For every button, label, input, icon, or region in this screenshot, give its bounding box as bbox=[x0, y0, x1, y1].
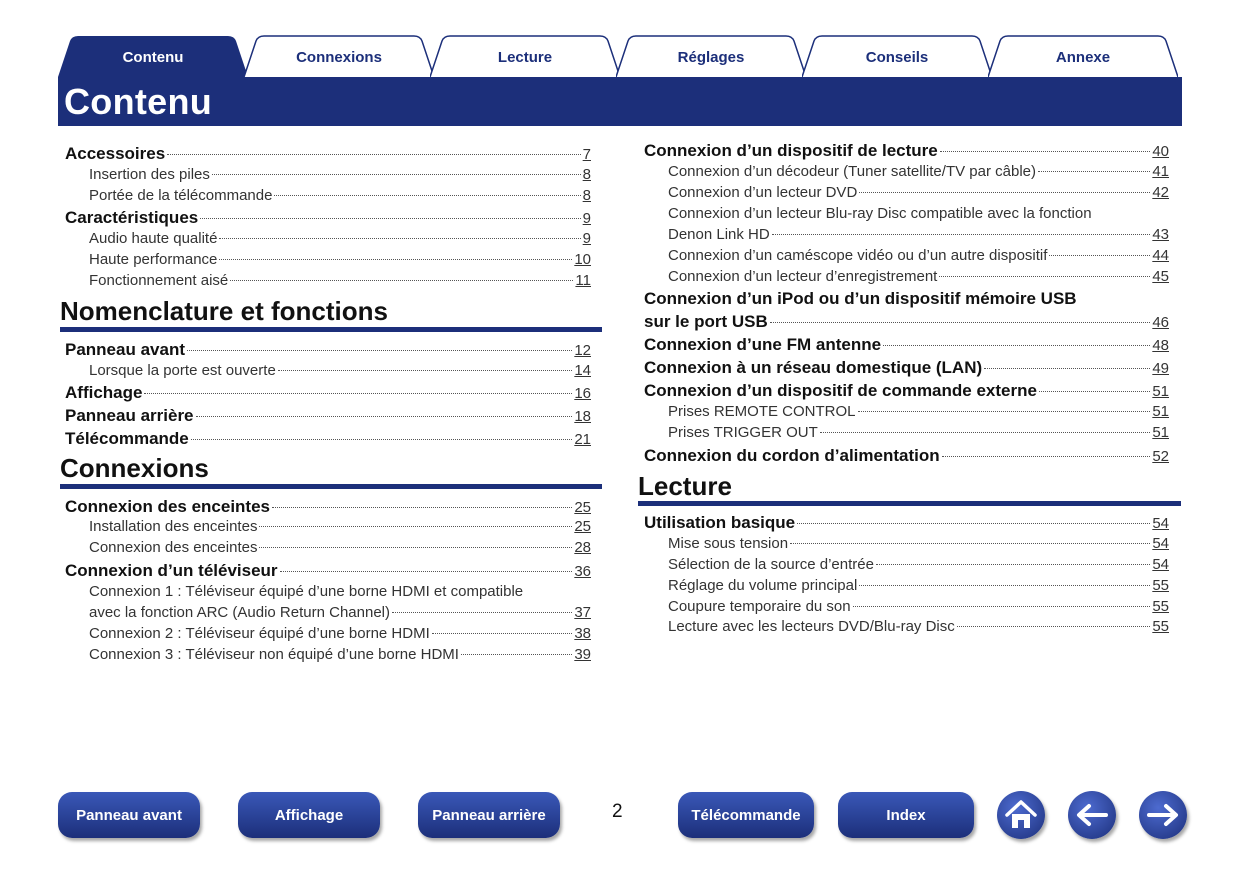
toc-title: Insertion des piles bbox=[89, 166, 210, 183]
toc-entry[interactable] bbox=[65, 208, 591, 228]
toc-entry-line[interactable]: Connexion 1 : Téléviseur équipé d’une borne HDMI et compatible bbox=[89, 583, 524, 600]
toc-title: Connexion d’un dispositif de lecture bbox=[644, 141, 938, 160]
toc-page-link[interactable]: 55 bbox=[1152, 618, 1169, 635]
toc-entry[interactable] bbox=[65, 497, 591, 517]
toc-entry[interactable] bbox=[65, 340, 591, 360]
toc-title: Affichage bbox=[65, 383, 143, 402]
toc-page-link[interactable]: 36 bbox=[574, 563, 591, 580]
toc-title: Audio haute qualité bbox=[89, 230, 218, 247]
leader-dots bbox=[167, 154, 580, 155]
leader-dots bbox=[820, 432, 1151, 433]
toc-page-link[interactable]: 39 bbox=[574, 646, 591, 663]
leader-dots bbox=[144, 393, 572, 394]
toc-title: Prises REMOTE CONTROL bbox=[668, 403, 856, 420]
nav-affichage-button[interactable]: Affichage bbox=[238, 792, 380, 838]
toc-entry[interactable] bbox=[644, 381, 1169, 401]
toc-page-link[interactable]: 10 bbox=[574, 251, 591, 268]
toc-entry[interactable] bbox=[89, 518, 591, 535]
leader-dots bbox=[432, 633, 573, 634]
page-number: 2 bbox=[612, 801, 623, 822]
toc-page-link[interactable]: 51 bbox=[1152, 403, 1169, 420]
toc-page-link[interactable]: 37 bbox=[574, 604, 591, 621]
toc-entry[interactable] bbox=[668, 163, 1169, 180]
home-icon bbox=[1004, 799, 1038, 831]
section-rule bbox=[60, 327, 602, 332]
toc-title: Connexion 3 : Téléviseur non équipé d’une borne HDMI bbox=[89, 646, 459, 663]
toc-page-link[interactable]: 9 bbox=[582, 210, 591, 227]
toc-page-link[interactable]: 38 bbox=[574, 625, 591, 642]
toc-title: Fonctionnement aisé bbox=[89, 272, 229, 289]
arrow-right-icon bbox=[1146, 803, 1180, 827]
toc-title: Panneau arrière bbox=[65, 406, 194, 425]
toc-title: Panneau avant bbox=[65, 340, 185, 359]
toc-page-link[interactable]: 16 bbox=[574, 385, 591, 402]
toc-title: Connexion à un réseau domestique (LAN) bbox=[644, 358, 983, 377]
tab-label: Lecture bbox=[497, 48, 553, 66]
leader-dots bbox=[219, 238, 580, 239]
toc-entry[interactable] bbox=[89, 539, 591, 556]
leader-dots bbox=[772, 234, 1151, 235]
toc-page-link[interactable]: 43 bbox=[1152, 226, 1169, 243]
toc-entry[interactable] bbox=[668, 577, 1169, 594]
toc-entry[interactable] bbox=[668, 184, 1169, 201]
toc-title: Réglage du volume principal bbox=[668, 577, 858, 594]
leader-dots bbox=[940, 151, 1151, 152]
leader-dots bbox=[1049, 255, 1150, 256]
toc-title: Installation des enceintes bbox=[89, 518, 258, 535]
toc-title: Télécommande bbox=[65, 429, 189, 448]
leader-dots bbox=[278, 370, 573, 371]
leader-dots bbox=[797, 523, 1150, 524]
nav-index-button[interactable]: Index bbox=[838, 792, 974, 838]
toc-entry[interactable] bbox=[65, 144, 591, 164]
toc-page-link[interactable]: 7 bbox=[582, 146, 591, 163]
leader-dots bbox=[1039, 391, 1150, 392]
toc-entry[interactable] bbox=[668, 268, 1169, 285]
page-title: Contenu bbox=[64, 81, 213, 122]
toc-title: Utilisation basique bbox=[644, 513, 796, 532]
toc-title: avec la fonction ARC (Audio Return Channel) bbox=[89, 604, 390, 621]
toc-page-link[interactable]: 14 bbox=[574, 362, 591, 379]
toc-page-link[interactable]: 48 bbox=[1152, 337, 1169, 354]
leader-dots bbox=[196, 416, 573, 417]
toc-title: Connexion d’un téléviseur bbox=[65, 561, 278, 580]
leader-dots bbox=[272, 507, 572, 508]
tab-annexe[interactable] bbox=[988, 35, 1178, 77]
section-rule bbox=[638, 501, 1181, 506]
section-rule bbox=[60, 484, 602, 489]
toc-page-link[interactable]: 11 bbox=[575, 272, 591, 289]
toc-entry[interactable] bbox=[668, 618, 1169, 635]
toc-page-link[interactable]: 55 bbox=[1152, 577, 1169, 594]
toc-entry[interactable] bbox=[89, 272, 591, 289]
toc-entry[interactable] bbox=[65, 383, 591, 403]
toc-page-link[interactable]: 54 bbox=[1152, 535, 1169, 552]
leader-dots bbox=[790, 543, 1150, 544]
toc-page-link[interactable]: 55 bbox=[1152, 598, 1169, 615]
toc-title: Denon Link HD bbox=[668, 226, 770, 243]
toc-entry[interactable] bbox=[89, 604, 591, 621]
leader-dots bbox=[280, 571, 573, 572]
toc-title: Caractéristiques bbox=[65, 208, 199, 227]
toc-entry-line[interactable]: Connexion d’un iPod ou d’un dispositif mémoire USB bbox=[644, 289, 1077, 308]
leader-dots bbox=[392, 612, 572, 613]
leader-dots bbox=[1038, 171, 1150, 172]
toc-title: Connexion 2 : Téléviseur équipé d’une borne HDMI bbox=[89, 625, 430, 642]
toc-page-link[interactable]: 21 bbox=[574, 431, 591, 448]
toc-entry[interactable] bbox=[668, 556, 1169, 573]
toc-title: Connexion des enceintes bbox=[65, 497, 270, 516]
toc-page-link[interactable]: 18 bbox=[574, 408, 591, 425]
toc-title: Mise sous tension bbox=[668, 535, 789, 552]
toc-page-link[interactable]: 46 bbox=[1152, 314, 1169, 331]
leader-dots bbox=[461, 654, 572, 655]
back-button[interactable] bbox=[1068, 791, 1116, 839]
nav-telecommande-button[interactable]: Télécommande bbox=[678, 792, 814, 838]
toc-page-link[interactable]: 51 bbox=[1152, 424, 1169, 441]
tab-label: Conseils bbox=[865, 48, 929, 66]
nav-panneau-arriere-button[interactable]: Panneau arrière bbox=[418, 792, 560, 838]
toc-entry[interactable] bbox=[89, 646, 591, 663]
title-banner bbox=[58, 77, 1182, 126]
nav-panneau-avant-button[interactable]: Panneau avant bbox=[58, 792, 200, 838]
leader-dots bbox=[770, 322, 1151, 323]
toc-page-link[interactable]: 8 bbox=[582, 187, 591, 204]
leader-dots bbox=[939, 276, 1150, 277]
leader-dots bbox=[212, 174, 581, 175]
toc-entry[interactable] bbox=[89, 187, 591, 204]
toc-entry-line[interactable]: Connexion d’un lecteur Blu-ray Disc compatible avec la fonction bbox=[668, 205, 1092, 222]
toc-page-link[interactable]: 45 bbox=[1152, 268, 1169, 285]
leader-dots bbox=[876, 564, 1150, 565]
toc-entry[interactable] bbox=[89, 230, 591, 247]
toc-entry[interactable] bbox=[644, 312, 1169, 332]
toc-page-link[interactable]: 52 bbox=[1152, 448, 1169, 465]
toc-title: Connexion d’un lecteur DVD bbox=[668, 184, 858, 201]
toc-title: Connexion d’une FM antenne bbox=[644, 335, 882, 354]
toc-entry[interactable] bbox=[668, 424, 1169, 441]
toc-entry[interactable] bbox=[668, 598, 1169, 615]
tab-label: Contenu bbox=[122, 48, 184, 66]
toc-entry[interactable] bbox=[668, 535, 1169, 552]
toc-entry[interactable] bbox=[644, 141, 1169, 161]
toc-title: sur le port USB bbox=[644, 312, 768, 331]
home-button[interactable] bbox=[997, 791, 1045, 839]
tab-lecture[interactable] bbox=[430, 35, 620, 77]
leader-dots bbox=[858, 411, 1151, 412]
toc-title: Connexion d’un dispositif de commande externe bbox=[644, 381, 1037, 400]
toc-title: Connexion d’un décodeur (Tuner satellite/TV par câble) bbox=[668, 163, 1036, 180]
toc-page-link[interactable]: 54 bbox=[1152, 515, 1169, 532]
toc-title: Connexion des enceintes bbox=[89, 539, 258, 556]
section-heading: Connexions bbox=[60, 453, 209, 483]
toc-page-link[interactable]: 9 bbox=[582, 230, 591, 247]
toc-page-link[interactable]: 41 bbox=[1152, 163, 1169, 180]
leader-dots bbox=[274, 195, 580, 196]
toc-page-link[interactable]: 54 bbox=[1152, 556, 1169, 573]
toc-title: Coupure temporaire du son bbox=[668, 598, 851, 615]
tab-contenu[interactable] bbox=[58, 35, 248, 77]
leader-dots bbox=[853, 606, 1151, 607]
leader-dots bbox=[942, 456, 1151, 457]
forward-button[interactable] bbox=[1139, 791, 1187, 839]
leader-dots bbox=[191, 439, 573, 440]
toc-page-link[interactable]: 28 bbox=[574, 539, 591, 556]
leader-dots bbox=[859, 192, 1150, 193]
toc-entry[interactable] bbox=[89, 362, 591, 379]
toc-entry[interactable] bbox=[89, 625, 591, 642]
toc-entry[interactable] bbox=[89, 166, 591, 183]
leader-dots bbox=[259, 547, 572, 548]
toc-page-link[interactable]: 49 bbox=[1152, 360, 1169, 377]
toc-entry[interactable] bbox=[644, 335, 1169, 355]
toc-page-link[interactable]: 8 bbox=[582, 166, 591, 183]
toc-page-link[interactable]: 40 bbox=[1152, 143, 1169, 160]
toc-title: Accessoires bbox=[65, 144, 166, 163]
toc-entry[interactable] bbox=[65, 429, 591, 449]
tab-bar bbox=[58, 35, 1182, 77]
leader-dots bbox=[883, 345, 1150, 346]
toc-page-link[interactable]: 12 bbox=[574, 342, 591, 359]
tab-label: Connexions bbox=[296, 48, 382, 66]
toc-page-link[interactable]: 25 bbox=[574, 499, 591, 516]
tab-label: Réglages bbox=[677, 48, 745, 66]
toc-entry[interactable] bbox=[65, 406, 591, 426]
leader-dots bbox=[859, 585, 1150, 586]
toc-entry[interactable] bbox=[668, 403, 1169, 420]
toc-title: Lorsque la porte est ouverte bbox=[89, 362, 276, 379]
toc-title: Haute performance bbox=[89, 251, 218, 268]
tab-reglages[interactable] bbox=[616, 35, 806, 77]
section-heading: Nomenclature et fonctions bbox=[60, 296, 388, 326]
leader-dots bbox=[219, 259, 572, 260]
toc-title: Portée de la télécommande bbox=[89, 187, 273, 204]
leader-dots bbox=[187, 350, 572, 351]
toc-entry[interactable] bbox=[644, 513, 1169, 533]
toc-entry[interactable] bbox=[668, 226, 1169, 243]
leader-dots bbox=[259, 526, 572, 527]
toc-entry[interactable] bbox=[89, 251, 591, 268]
tab-conseils[interactable] bbox=[802, 35, 992, 77]
toc-title: Sélection de la source d’entrée bbox=[668, 556, 874, 573]
toc-entry[interactable] bbox=[644, 446, 1169, 466]
toc-page-link[interactable]: 44 bbox=[1152, 247, 1169, 264]
toc-entry[interactable] bbox=[668, 247, 1169, 264]
toc-entry[interactable] bbox=[644, 358, 1169, 378]
tab-connexions[interactable] bbox=[244, 35, 434, 77]
toc-page-link[interactable]: 25 bbox=[574, 518, 591, 535]
leader-dots bbox=[200, 218, 580, 219]
toc-page-link[interactable]: 51 bbox=[1152, 383, 1169, 400]
toc-title: Lecture avec les lecteurs DVD/Blu-ray Disc bbox=[668, 618, 955, 635]
toc-title: Connexion d’un lecteur d’enregistrement bbox=[668, 268, 938, 285]
tab-label: Annexe bbox=[1055, 48, 1111, 66]
leader-dots bbox=[230, 280, 573, 281]
toc-title: Connexion du cordon d’alimentation bbox=[644, 446, 940, 465]
toc-title: Prises TRIGGER OUT bbox=[668, 424, 818, 441]
toc-entry[interactable] bbox=[65, 561, 591, 581]
toc-page-link[interactable]: 42 bbox=[1152, 184, 1169, 201]
arrow-left-icon bbox=[1075, 803, 1109, 827]
leader-dots bbox=[984, 368, 1150, 369]
toc-title: Connexion d’un caméscope vidéo ou d’un autre dispositif bbox=[668, 247, 1048, 264]
leader-dots bbox=[957, 626, 1151, 627]
section-heading: Lecture bbox=[638, 471, 732, 501]
